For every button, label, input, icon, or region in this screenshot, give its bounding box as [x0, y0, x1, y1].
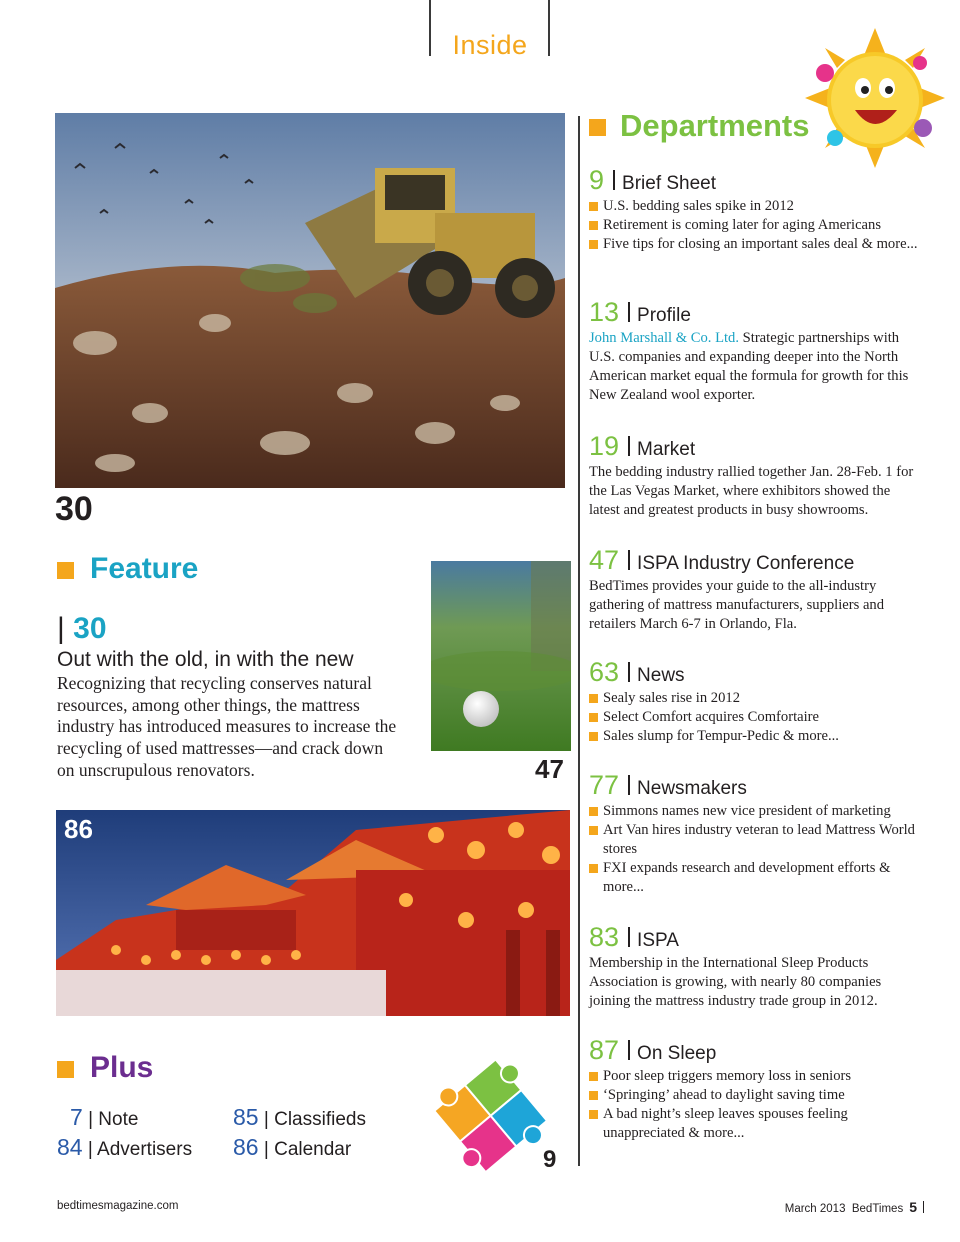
page-number: 5: [909, 1199, 917, 1215]
page-title: Inside: [452, 30, 528, 60]
golf-page-number: 47: [535, 754, 564, 784]
departments-bullet-icon: [589, 119, 606, 136]
dept-description: Membership in the International Sleep Products Association is growing, with nearly 80 companies joining the mattress industry trade group in 2012.: [589, 955, 882, 1009]
footer-website-link[interactable]: bedtimesmagazine.com: [57, 1200, 179, 1212]
footer-folio: March 2013 BedTimes 5: [785, 1199, 924, 1215]
puzzle-graphic: [420, 1046, 560, 1184]
list-item: Art Van hires industry veteran to lead Mattress World stores: [589, 821, 919, 859]
sun-clock-mascot: [805, 28, 945, 168]
landfill-page-number: 30: [55, 490, 93, 528]
list-item: Five tips for closing an important sales deal & more...: [589, 235, 919, 254]
column-divider: [578, 116, 580, 1166]
plus-bullet-icon: [57, 1061, 74, 1078]
list-item: Retirement is coming later for aging Americans: [589, 216, 919, 235]
temple-page-number: 86: [64, 814, 93, 844]
list-item: FXI expands research and development efforts & more...: [589, 859, 919, 897]
list-item: Simmons names new vice president of marketing: [589, 802, 919, 821]
list-item: Sealy sales rise in 2012: [589, 689, 919, 708]
list-item: ‘Springing’ ahead to daylight saving time: [589, 1086, 919, 1105]
header-rule-right: [548, 0, 550, 56]
profile-company-name: John Marshall & Co. Ltd.: [589, 330, 739, 346]
feature-page-number: | 30: [57, 612, 107, 645]
list-item: Sales slump for Tempur-Pedic & more...: [589, 727, 919, 746]
golf-photo: [431, 561, 571, 751]
temple-photo: [56, 810, 570, 1016]
plus-item-calendar[interactable]: 86 | Calendar: [233, 1134, 352, 1160]
dept-profile[interactable]: 13 Profile John Marshall & Co. Ltd. Strategic partnerships with U.S. companies and expanding deeper into the North American market equal the formula for growth for this New Zealand wool exporter.: [589, 297, 919, 405]
plus-item-advertisers[interactable]: 84 | Advertisers: [57, 1134, 193, 1160]
header-rule-left: [429, 0, 431, 56]
dept-news[interactable]: 63 News Sealy sales rise in 2012 Select Comfort acquires Comfortaire Sales slump for Tempur-Pedic & more...: [589, 657, 919, 746]
feature-bullet-icon: [57, 562, 74, 579]
feature-heading: Feature: [57, 552, 198, 586]
dept-newsmakers[interactable]: 77 Newsmakers Simmons names new vice president of marketing Art Van hires industry veteran to lead Mattress World stores FXI expands research and development efforts & more...: [589, 770, 919, 897]
dept-description: BedTimes provides your guide to the all-industry gathering of mattress manufacturers, suppliers and retailers March 6-7 in Orlando, Fla.: [589, 578, 885, 632]
plus-heading: Plus: [57, 1051, 153, 1085]
plus-item-classifieds[interactable]: 85 | Classifieds: [233, 1104, 366, 1130]
feature-description: Recognizing that recycling conserves natural resources, among other things, the mattress industry has introduced measures to increase the recycling of used mattresses—and crack down on unscrupulous renovators.: [57, 673, 397, 780]
dept-ispa-conference[interactable]: 47 ISPA Industry Conference BedTimes provides your guide to the all-industry gathering of mattress manufacturers, suppliers and retailers March 6-7 in Orlando, Fla.: [589, 545, 919, 634]
dept-on-sleep[interactable]: 87 On Sleep Poor sleep triggers memory loss in seniors ‘Springing’ ahead to daylight saving time A bad night’s sleep leaves spouses feeling unappreciated & more...: [589, 1035, 919, 1143]
dept-ispa[interactable]: 83 ISPA Membership in the International Sleep Products Association is growing, with nearly 80 companies joining the mattress industry trade group in 2012.: [589, 922, 919, 1011]
list-item: U.S. bedding sales spike in 2012: [589, 197, 919, 216]
landfill-photo: [55, 113, 565, 488]
list-item: A bad night’s sleep leaves spouses feeling unappreciated & more...: [589, 1105, 919, 1143]
plus-item-note[interactable]: 7 | Note: [70, 1104, 139, 1130]
list-item: Select Comfort acquires Comfortaire: [589, 708, 919, 727]
list-item: Poor sleep triggers memory loss in seniors: [589, 1067, 919, 1086]
departments-heading: Departments: [589, 108, 810, 144]
dept-brief-sheet[interactable]: 9 Brief Sheet U.S. bedding sales spike in 2012 Retirement is coming later for aging Americans Five tips for closing an important sales deal & more...: [589, 165, 918, 252]
dept-description: John Marshall & Co. Ltd. Strategic partnerships with U.S. companies and expanding deeper into the North American market equal the formula for growth for this New Zealand wool exporter.: [589, 330, 909, 403]
dept-description: The bedding industry rallied together Jan. 28-Feb. 1 for the Las Vegas Market, where exhibitors showed the latest and greatest products in busy showrooms.: [589, 464, 914, 518]
dept-market[interactable]: 19 Market The bedding industry rallied together Jan. 28-Feb. 1 for the Las Vegas Market, where exhibitors showed the latest and greatest products in busy showrooms.: [589, 431, 919, 520]
feature-title[interactable]: Out with the old, in with the new: [57, 648, 354, 671]
puzzle-page-number: 9: [543, 1146, 557, 1173]
